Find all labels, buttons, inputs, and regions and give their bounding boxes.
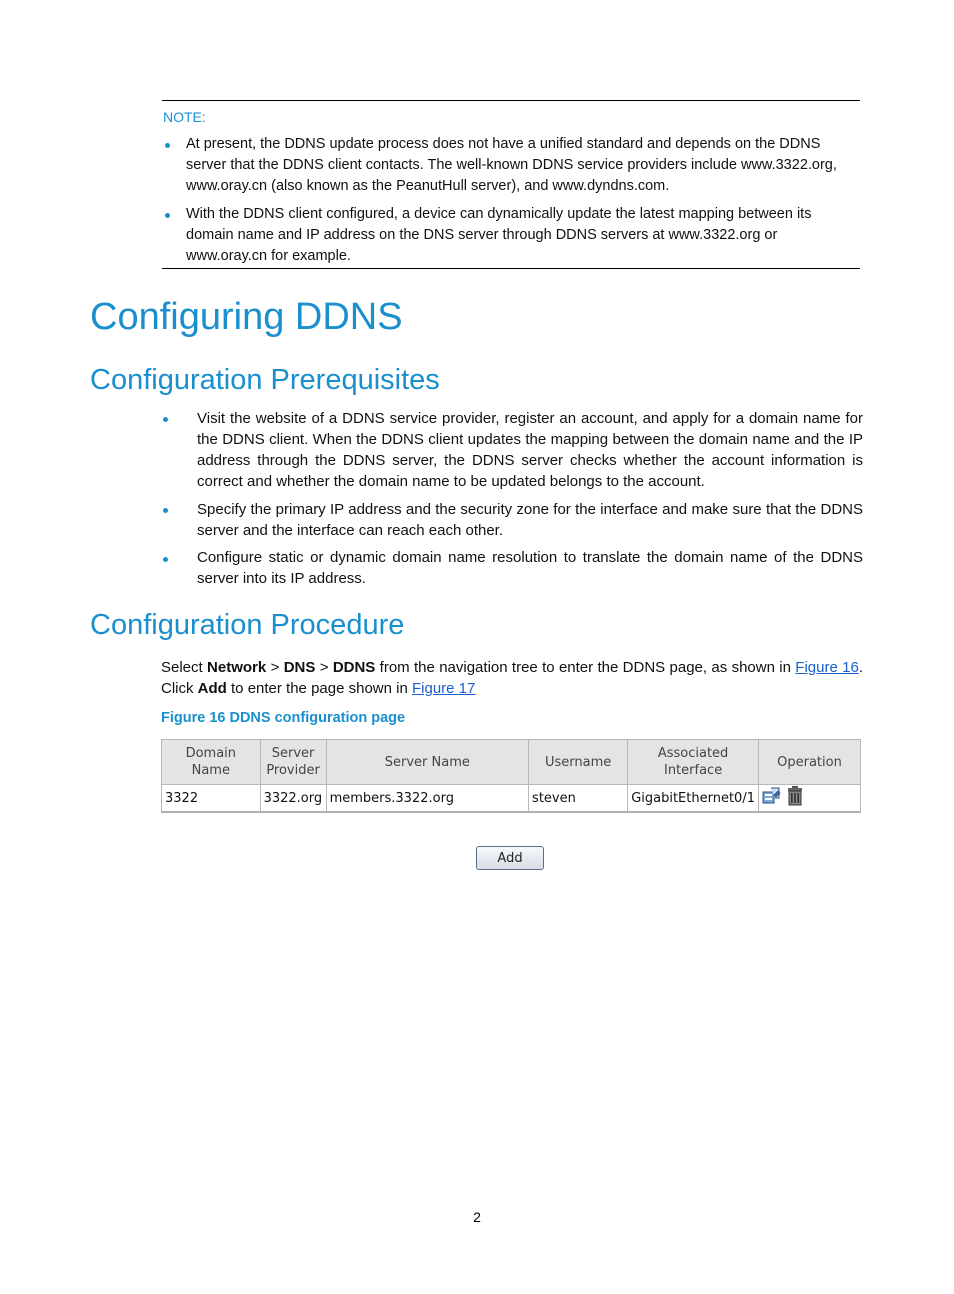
table-row — [162, 785, 861, 813]
cell-server-provider: 3322.org — [260, 785, 326, 813]
procedure-heading: Configuration Procedure — [90, 609, 405, 641]
nav-dns: DNS — [283, 659, 316, 676]
nav-network: Network — [207, 659, 267, 676]
operation-icons — [762, 786, 857, 810]
cell-associated-interface: GigabitEthernet0/1 — [628, 785, 759, 813]
prereq-item-1: Visit the website of a DDNS service provider, register an account, and apply for a domain name for the DDNS client. When the DDNS client updates the mapping between the domain name and the IP address through the DDNS server, the DDNS server checks whether the account information is correct and whether the domain name to be updated belongs to the account. — [197, 410, 863, 490]
prereq-bullet-1 — [163, 417, 168, 422]
ddns-table — [161, 739, 861, 813]
procedure-paragraph — [161, 657, 863, 699]
cell-server-name: members.3322.org — [326, 785, 528, 813]
delete-icon[interactable] — [788, 786, 802, 810]
prereq-item-3: Configure static or dynamic domain name resolution to translate the domain name of the DDNS server into its IP address. — [197, 549, 863, 587]
table-header-row — [162, 740, 861, 785]
col-header-operation: Operation — [758, 740, 860, 785]
edit-icon[interactable] — [762, 787, 782, 809]
prerequisites-heading: Configuration Prerequisites — [90, 364, 440, 396]
prereq-bullet-3 — [163, 557, 168, 562]
figure-caption: Figure 16 DDNS configuration page — [161, 710, 406, 726]
procedure-text-select: Select — [161, 659, 203, 676]
cell-username: steven — [529, 785, 628, 813]
nav-ddns: DDNS — [332, 659, 376, 676]
note-item-2: With the DDNS client configured, a device can dynamically update the latest mapping between its domain name and IP address on the DNS server through DDNS servers at www.3322.org or www.oray.cn for example. — [186, 206, 812, 264]
nav-separator-2: > — [319, 659, 329, 676]
note-bullet-1 — [165, 143, 170, 148]
nav-separator-1: > — [270, 659, 280, 676]
col-header-server-name: Server Name — [326, 740, 528, 785]
add-button[interactable]: Add — [476, 846, 544, 870]
col-header-username: Username — [529, 740, 628, 785]
note-label: NOTE: — [163, 109, 206, 125]
note-bullet-2 — [165, 213, 170, 218]
cell-operation — [758, 785, 860, 813]
procedure-text-click: . Click — [161, 659, 864, 697]
col-header-server-provider: Server Provider — [260, 740, 326, 785]
figure-16-link[interactable]: Figure 16 — [795, 659, 859, 676]
page-title: Configuring DDNS — [90, 296, 403, 338]
note-bottom-rule — [162, 268, 860, 269]
procedure-text-mid: from the navigation tree to enter the DDNS page, as shown in — [379, 659, 791, 676]
figure-17-link[interactable]: Figure 17 — [411, 680, 476, 697]
note-item-1: At present, the DDNS update process does not have a unified standard and depends on the DDNS server that the DDNS client contacts. The well-known DDNS service providers include www.3322.org, www.oray.cn (also known as the PeanutHull server), and www.dyndns.com. — [186, 136, 837, 194]
procedure-text-end: to enter the page shown in — [231, 680, 408, 697]
add-bold-text: Add — [197, 680, 227, 697]
note-top-rule — [162, 100, 860, 101]
prereq-bullet-2 — [163, 508, 168, 513]
col-header-associated-interface: Associated Interface — [628, 740, 759, 785]
prereq-item-2: Specify the primary IP address and the security zone for the interface and make sure that the DDNS server and the interface can reach each other. — [197, 501, 863, 539]
col-header-domain-name: Domain Name — [162, 740, 261, 785]
page-number: 2 — [473, 1209, 481, 1225]
cell-domain-name: 3322 — [162, 785, 261, 813]
